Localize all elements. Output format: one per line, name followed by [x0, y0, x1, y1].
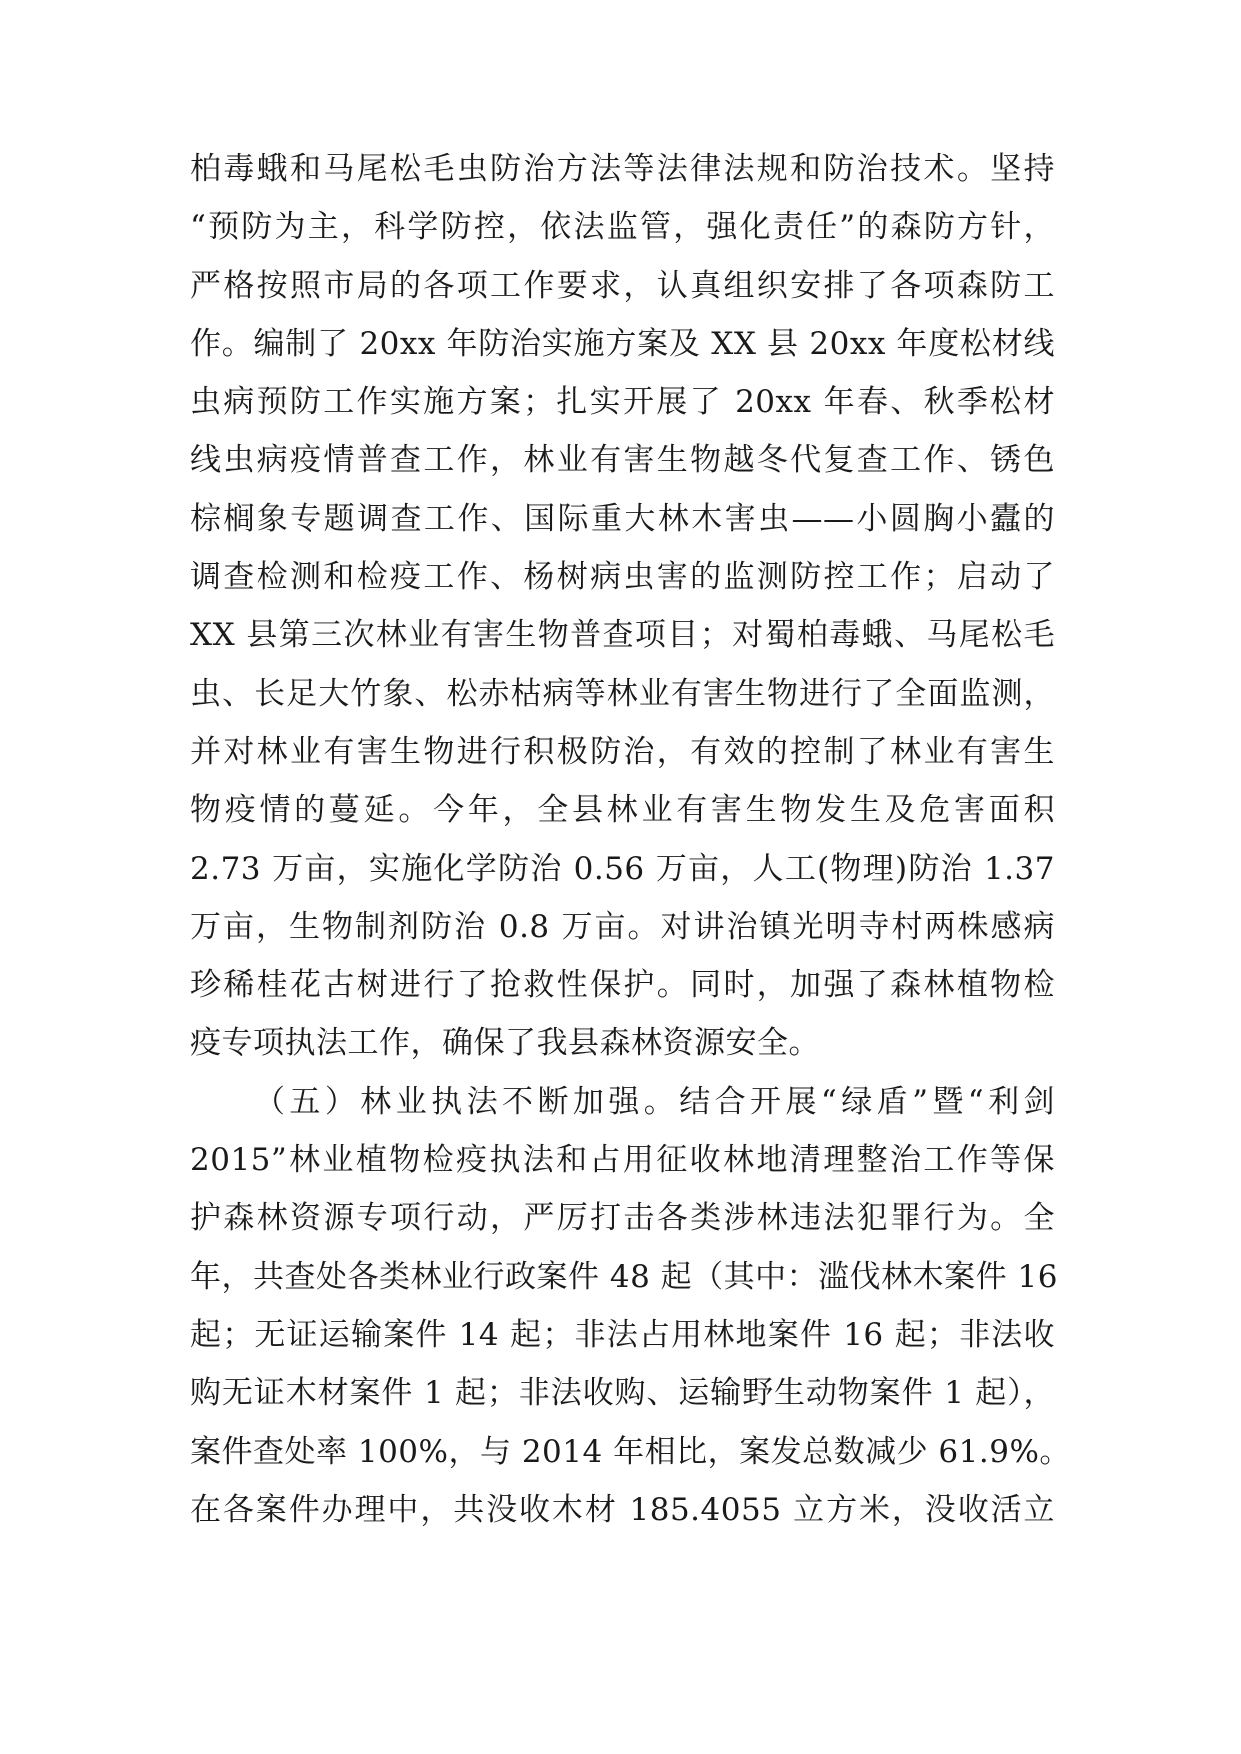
text-line: 虫病预防工作实施方案；扎实开展了 20xx 年春、秋季松材: [190, 384, 1055, 421]
text-line: 2015”林业植物检疫执法和占用征收林地清理整治工作等保: [190, 1142, 1055, 1179]
text-line: 珍稀桂花古树进行了抢救性保护。同时，加强了森林植物检: [190, 967, 1055, 1004]
body-text: [190, 140, 1071, 1539]
text-line: 严格按照市局的各项工作要求，认真组织安排了各项森防工: [190, 267, 1055, 304]
text-line: “预防为主，科学防控，依法监管，强化责任”的森防方针，: [190, 209, 1055, 246]
section-heading-line: （五）林业执法不断加强。结合开展“绿盾”暨“利剑: [254, 1083, 1055, 1120]
text-line: XX 县第三次林业有害生物普查项目；对蜀柏毒蛾、马尾松毛: [190, 617, 1055, 654]
text-line: 万亩，生物制剂防治 0.8 万亩。对讲治镇光明寺村两株感病: [190, 908, 1055, 945]
text-line: 物疫情的蔓延。今年，全县林业有害生物发生及危害面积: [190, 792, 1055, 829]
text-line: 护森林资源专项行动，严厉打击各类涉林违法犯罪行为。全: [190, 1200, 1055, 1237]
text-line: 案件查处率 100%，与 2014 年相比，案发总数减少 61.9%。: [190, 1433, 1071, 1470]
text-line: 棕榈象专题调查工作、国际重大林木害虫——小圆胸小蠹的: [190, 500, 1055, 537]
text-line: 并对林业有害生物进行积极防治，有效的控制了林业有害生: [190, 733, 1055, 770]
text-line: 作。编制了 20xx 年防治实施方案及 XX 县 20xx 年度松材线: [190, 325, 1055, 362]
text-line: 购无证木材案件 1 起；非法收购、运输野生动物案件 1 起），: [190, 1375, 1055, 1412]
text-line: 柏毒蛾和马尾松毛虫防治方法等法律法规和防治技术。坚持: [190, 151, 1055, 187]
text-line: 虫、长足大竹象、松赤枯病等林业有害生物进行了全面监测，: [190, 675, 1055, 712]
text-line: 疫专项执法工作，确保了我县森林资源安全。: [190, 1025, 820, 1062]
text-line: 年，共查处各类林业行政案件 48 起（其中：滥伐林木案件 16: [190, 1258, 1058, 1295]
text-line: 2.73 万亩，实施化学防治 0.56 万亩，人工(物理)防治 1.37: [190, 850, 1055, 887]
text-line: 线虫病疫情普查工作，林业有害生物越冬代复查工作、锈色: [190, 442, 1055, 479]
text-line: 调查检测和检疫工作、杨树病虫害的监测防控工作；启动了: [190, 559, 1055, 596]
text-line: 起；无证运输案件 14 起；非法占用林地案件 16 起；非法收: [190, 1316, 1055, 1353]
text-line: 在各案件办理中，共没收木材 185.4055 立方米，没收活立: [190, 1491, 1055, 1528]
